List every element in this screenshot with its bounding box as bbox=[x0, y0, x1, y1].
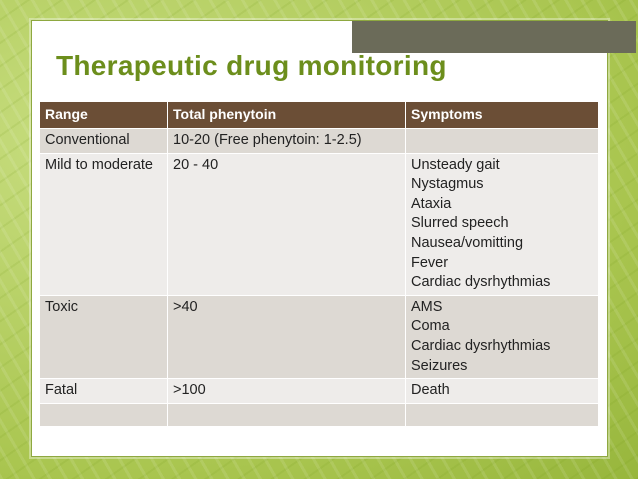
table-row-toxic bbox=[40, 295, 599, 378]
total-phenytoin-cell: 10-20 (Free phenytoin: 1-2.5) bbox=[168, 129, 406, 154]
title-tab-decoration bbox=[352, 21, 636, 53]
symptom-item: Nausea/vomitting bbox=[411, 234, 524, 251]
slide-title: Therapeutic drug monitoring bbox=[56, 50, 447, 81]
total-phenytoin-cell bbox=[168, 403, 406, 426]
range-cell bbox=[40, 403, 168, 426]
symptom-item: Cardiac dysrhythmias bbox=[411, 337, 551, 354]
symptoms-cell bbox=[406, 129, 599, 154]
symptom-item: Fever bbox=[411, 254, 449, 271]
symptom-item: Death bbox=[411, 382, 450, 399]
table-row-empty bbox=[40, 403, 599, 426]
range-cell: Toxic bbox=[40, 295, 168, 378]
symptom-item: AMS bbox=[411, 298, 443, 315]
table-row-fatal bbox=[40, 379, 599, 404]
header-total-phenytoin: Total phenytoin bbox=[168, 102, 406, 129]
range-cell: Conventional bbox=[40, 129, 168, 154]
table-row-mild-to-moderate bbox=[40, 153, 599, 295]
symptom-item: Ataxia bbox=[411, 195, 452, 212]
symptom-item: Unsteady gait bbox=[411, 156, 500, 173]
total-phenytoin-cell: 20 - 40 bbox=[168, 153, 406, 295]
table-row-conventional bbox=[40, 129, 599, 154]
total-phenytoin-cell: >100 bbox=[168, 379, 406, 404]
symptom-item: Nystagmus bbox=[411, 176, 484, 193]
table-header-row bbox=[40, 102, 599, 129]
symptom-item: Slurred speech bbox=[411, 215, 509, 232]
symptoms-cell bbox=[406, 379, 599, 404]
header-symptoms: Symptoms bbox=[406, 102, 599, 129]
range-cell: Mild to moderate bbox=[40, 153, 168, 295]
total-phenytoin-cell: >40 bbox=[168, 295, 406, 378]
symptoms-cell bbox=[406, 153, 599, 295]
symptoms-cell bbox=[406, 295, 599, 378]
drug-monitoring-table bbox=[39, 101, 599, 427]
header-range: Range bbox=[40, 102, 168, 129]
symptoms-cell bbox=[406, 403, 599, 426]
symptom-item: Coma bbox=[411, 318, 450, 335]
symptom-item: Seizures bbox=[411, 357, 468, 374]
symptom-item: Cardiac dysrhythmias bbox=[411, 274, 551, 291]
range-cell: Fatal bbox=[40, 379, 168, 404]
